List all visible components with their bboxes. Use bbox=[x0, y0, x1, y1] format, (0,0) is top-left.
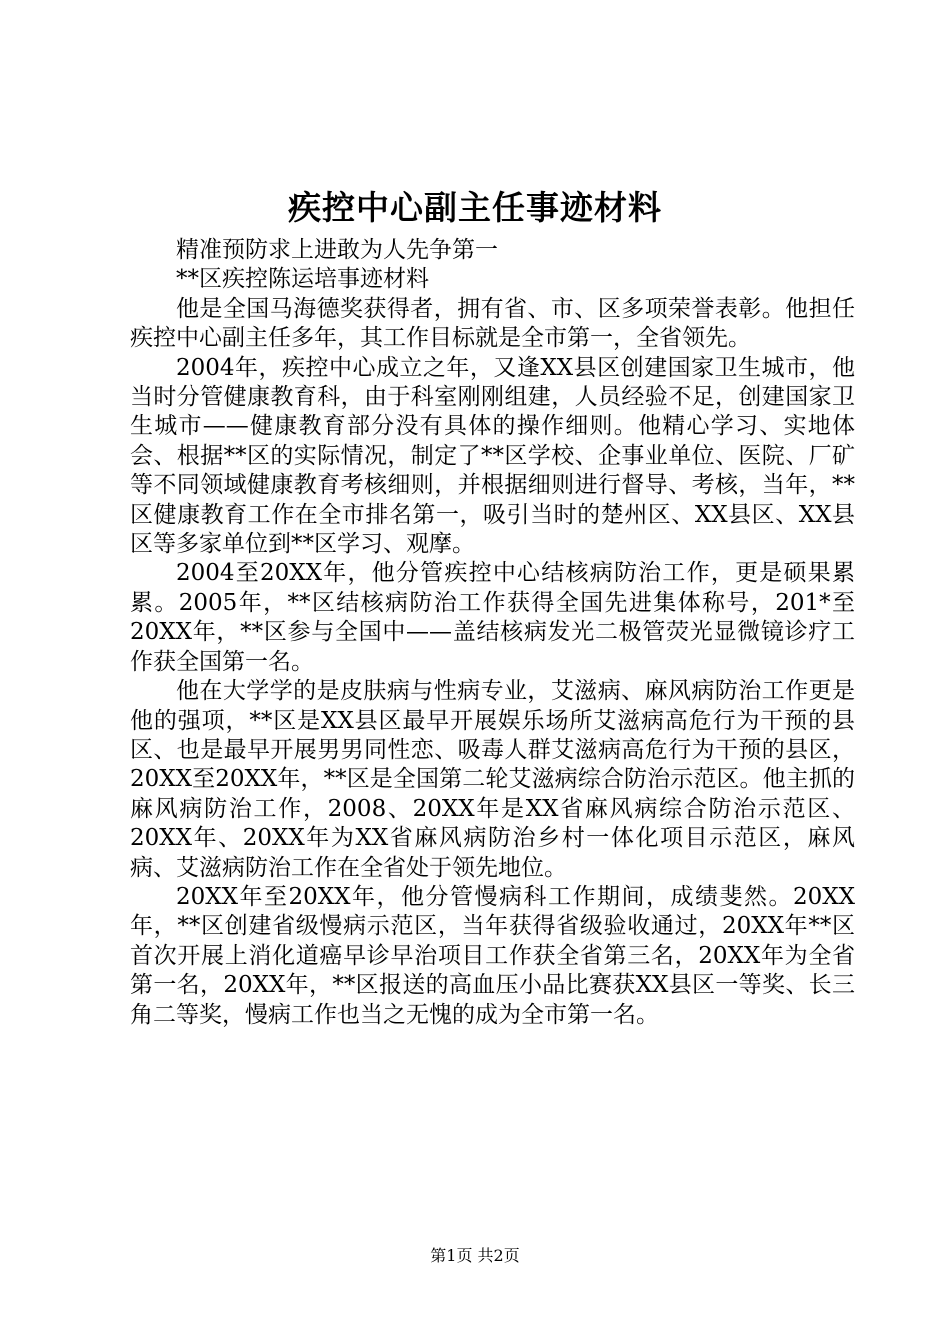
paragraph-health-education: 2004年，疾控中心成立之年，又逢XX县区创建国家卫生城市，他当时分管健康教育科，由于科室刚刚组建，人员经验不足，创建国家卫生城市——健康教育部分没有具体的操作细则。他精心学习、实地体会、根据**区的实际情况，制定了**区学校、企事业单位、医院、厂矿等不同领域健康教育考核细则，并根据细则进行督导、考核，当年，**区健康教育工作在全市排名第一，吸引当时的楚州区、XX县区、XX县区等多家单位到**区学习、观摩。 bbox=[130, 354, 855, 558]
subtitle-line-1: 精准预防求上进敢为人先争第一 bbox=[176, 237, 498, 263]
document-body bbox=[130, 236, 855, 1030]
paragraph-chronic-disease: 20XX年至20XX年，他分管慢病科工作期间，成绩斐然。20XX年，**区创建省级慢病示范区，当年获得省级验收通过，20XX年**区首次开展上消化道癌早诊早治项目工作获全省第三名，20XX年为全省第一名，20XX年，**区报送的高血压小品比赛获XX县区一等奖、长三角二等奖，慢病工作也当之无愧的成为全市第一名。 bbox=[130, 883, 855, 1028]
paragraph-honors: 他是全国马海德奖获得者，拥有省、市、区多项荣誉表彰。他担任疾控中心副主任多年，其工作目标就是全市第一，全省领先。 bbox=[130, 295, 855, 352]
subtitle-line-2: **区疾控陈运培事迹材料 bbox=[176, 266, 429, 293]
paragraph-tuberculosis: 2004至20XX年，他分管疾控中心结核病防治工作，更是硕果累累。2005年，**区结核病防治工作获得全国先进集体称号，201*至20XX年，**区参与全国中——盖结核病发光二极管荧光显微镜诊疗工作获全国第一名。 bbox=[130, 560, 855, 675]
document-title: 疾控中心副主任事迹材料 bbox=[288, 188, 662, 227]
page-footer: 第1页 共2页 bbox=[430, 1246, 520, 1265]
paragraph-aids-leprosy: 他在大学学的是皮肤病与性病专业，艾滋病、麻风病防治工作更是他的强项，**区是XX县区最早开展娱乐场所艾滋病高危行为干预的县区、也是最早开展男男同性恋、吸毒人群艾滋病高危行为干预的县区，20XX至20XX年，**区是全国第二轮艾滋病综合防治示范区。他主抓的麻风病防治工作，2008、20XX年是XX省麻风病综合防治示范区、20XX年、20XX年为XX省麻风病防治乡村一体化项目示范区，麻风病、艾滋病防治工作在全省处于领先地位。 bbox=[130, 678, 855, 881]
